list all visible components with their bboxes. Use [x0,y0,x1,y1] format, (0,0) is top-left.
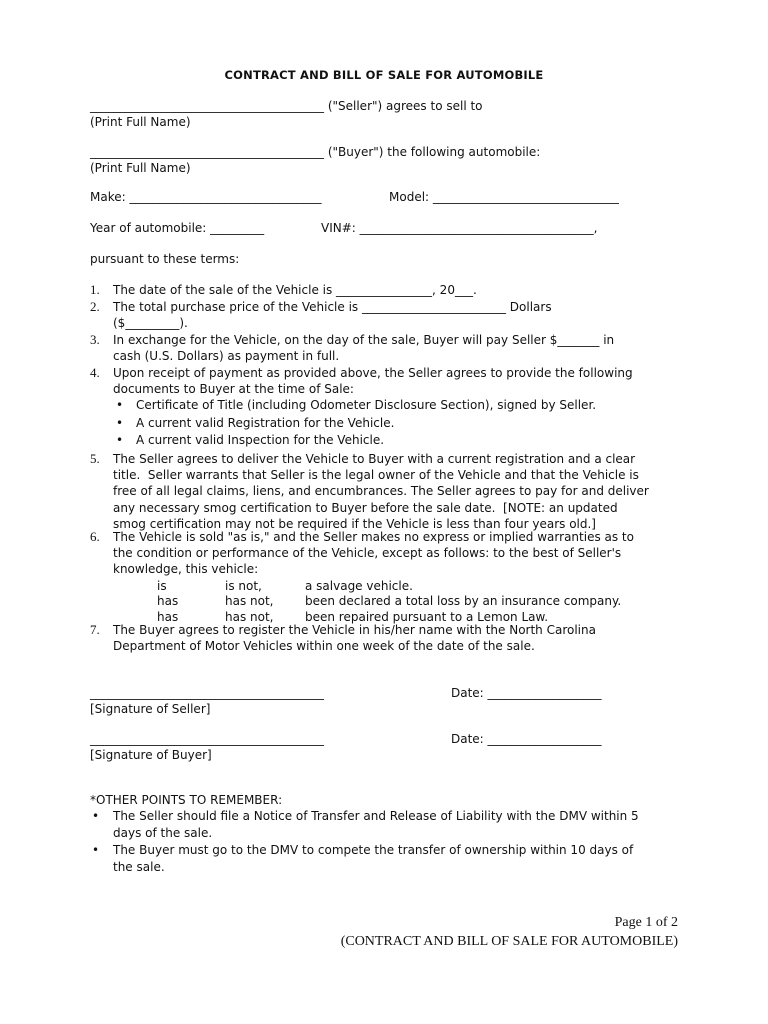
term-number: 3. [90,332,100,347]
term-bullet-text: A current valid Inspection for the Vehicle. [136,433,385,448]
term-text: title. Seller warrants that Seller is the legal owner of the Vehicle and that the Vehicle is [113,468,639,483]
term-text: ($_________). [113,316,188,331]
term-number: 5. [90,451,100,466]
term-text: smog certification may not be required if the Vehicle is less than four years old.] [113,516,596,531]
term-text: cash (U.S. Dollars) as payment in full. [113,349,340,364]
bullet-icon: • [116,415,124,430]
other-point-text: days of the sale. [113,825,213,840]
term-number: 6. [90,529,100,544]
term-text: The Seller agrees to deliver the Vehicle to Buyer with a current registration and a clear [113,452,636,466]
term-bullet-text: A current valid Registration for the Vehicle. [136,415,395,430]
term-text: the condition or performance of the Vehicle, except as follows: to the best of Seller's [113,546,622,561]
condition-option-text: been declared a total loss by an insurance company. [305,594,622,609]
term-text: any necessary smog certification to Buyer before the sale date. [NOTE: an updated [113,500,618,515]
date-field: Date: ___________________ [451,686,602,700]
condition-option-text: a salvage vehicle. [305,578,413,593]
term-text: The Buyer agrees to register the Vehicle in his/her name with the North Carolina [113,623,596,637]
term-text: The Vehicle is sold "as is," and the Seller makes no express or implied warranties as to [113,530,634,544]
signature-label: [Signature of Buyer] [90,748,212,762]
condition-option-b: has not, [225,594,274,609]
term-number: 2. [90,299,100,314]
model-field: Model: _______________________________ [389,190,619,204]
term-text: knowledge, this vehicle: [113,562,259,577]
condition-option-b: is not, [225,578,262,593]
bullet-icon: • [116,398,124,413]
make-field: Make: ________________________________ [90,190,322,204]
term-number: 1. [90,282,100,297]
date-field: Date: ___________________ [451,732,602,746]
term-number: 7. [90,622,100,637]
pursuant-text: pursuant to these terms: [90,252,240,266]
term-number: 4. [90,365,100,380]
bullet-icon: • [116,433,124,448]
bullet-icon: • [92,809,100,823]
term-bullet-text: Certificate of Title (including Odometer Disclosure Section), signed by Seller. [136,398,597,413]
condition-option-a: is [157,578,167,593]
seller-name-hint: (Print Full Name) [90,115,191,129]
condition-option-a: has [157,594,179,609]
condition-option-text: been repaired pursuant to a Lemon Law. [305,609,549,624]
page-number: Page 1 of 2 [614,915,678,930]
term-text: The date of the sale of the Vehicle is ________________, 20___. [113,283,477,297]
seller-name-line: _______________________________________ ("Seller") agrees to sell to [90,99,483,113]
other-point-text: the sale. [113,859,165,874]
term-text: The total purchase price of the Vehicle is ________________________ Dollars [113,300,552,314]
other-point-text: The Seller should file a Notice of Transfer and Release of Liability with the DMV within 5 [113,809,639,823]
signature-line: _______________________________________ [90,686,324,700]
other-point-text: The Buyer must go to the DMV to compete the transfer of ownership within 10 days of [113,843,634,857]
term-text: Upon receipt of payment as provided above, the Seller agrees to provide the following [113,366,633,380]
condition-option-a: has [157,609,179,624]
term-text: free of all legal claims, liens, and encumbrances. The Seller agrees to pay for and deliver [113,484,649,499]
term-text: Department of Motor Vehicles within one week of the date of the sale. [113,639,535,654]
buyer-name-hint: (Print Full Name) [90,161,191,175]
year-field: Year of automobile: _________ [90,221,265,235]
signature-line: _______________________________________ [90,732,324,746]
other-points-title: *OTHER POINTS TO REMEMBER: [90,793,283,807]
term-text: In exchange for the Vehicle, on the day of the sale, Buyer will pay Seller $_______ in [113,333,615,347]
vin-field: VIN#: _______________________________________, [321,221,598,235]
buyer-name-line: _______________________________________ ("Buyer") the following automobile: [90,145,541,159]
condition-option-b: has not, [225,609,274,624]
contract-title: CONTRACT AND BILL OF SALE FOR AUTOMOBILE [224,68,544,82]
footer-title: (CONTRACT AND BILL OF SALE FOR AUTOMOBILE) [340,934,678,949]
signature-label: [Signature of Seller] [90,702,211,716]
term-text: documents to Buyer at the time of Sale: [113,382,354,397]
bullet-icon: • [92,843,100,857]
